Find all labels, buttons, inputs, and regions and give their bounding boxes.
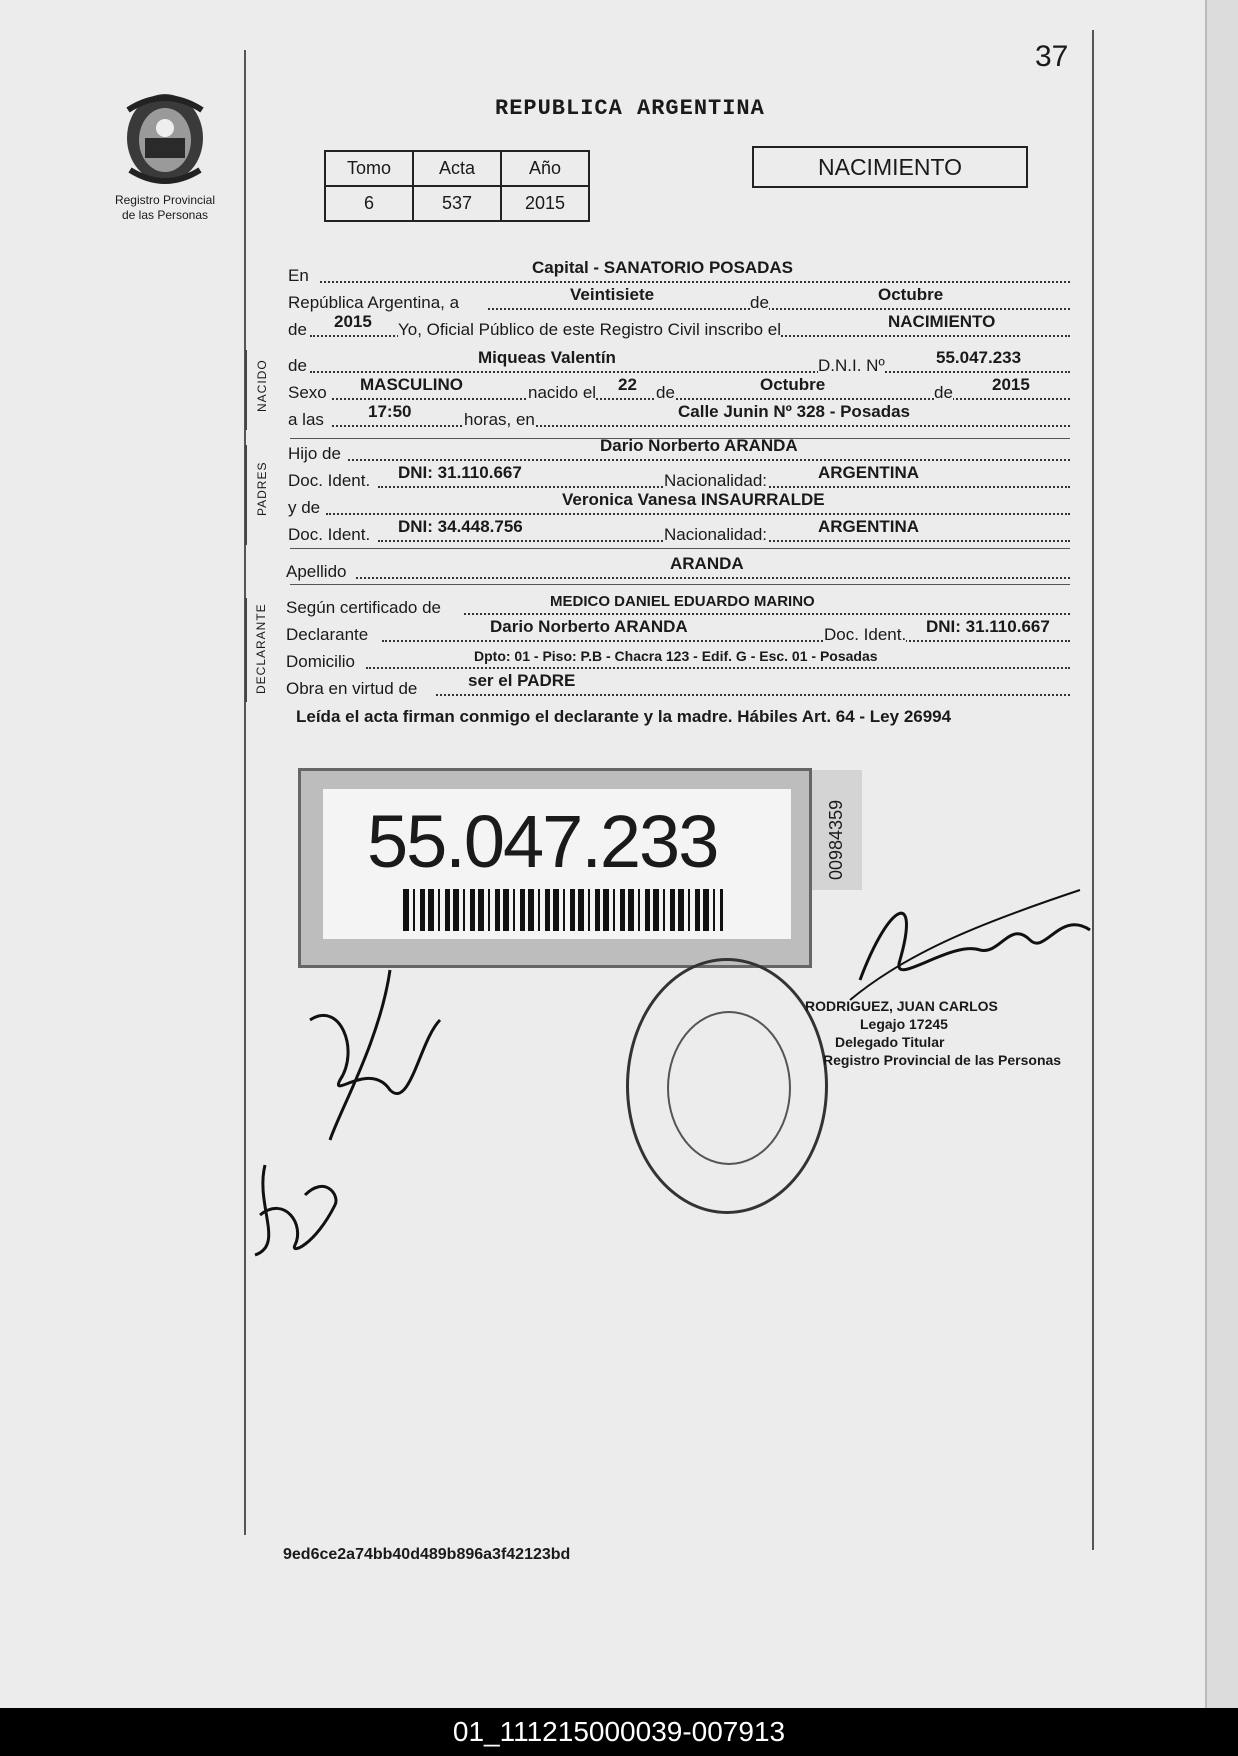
form-right-border	[1092, 30, 1094, 1550]
footer-id: 01_111215000039-007913	[0, 1708, 1238, 1756]
barcode-icon	[403, 889, 723, 931]
label-declarante-doc: Doc. Ident.	[824, 625, 907, 644]
sticker-dni-number: 55.047.233	[367, 800, 718, 883]
label-sexo: Sexo	[288, 383, 327, 402]
row-father	[288, 438, 1070, 464]
section-nacido: NACIDO	[255, 359, 269, 412]
value-sexo: MASCULINO	[360, 375, 463, 394]
row-domicilio	[288, 646, 1070, 672]
label-horas-en: horas, en	[464, 410, 535, 429]
value-birth-day: 22	[618, 375, 637, 394]
declarante-signature-icon	[300, 960, 450, 1150]
label-mother-nat: Nacionalidad:	[664, 525, 768, 544]
section-padres: PADRES	[255, 461, 269, 516]
row-certificado	[288, 592, 1070, 618]
value-birth-place: Calle Junin Nº 328 - Posadas	[678, 402, 911, 421]
padres-divider	[245, 445, 247, 545]
row-declarante	[288, 619, 1070, 645]
value-declarante-doc: DNI: 31.110.667	[926, 617, 1050, 636]
label-declarante: Declarante	[286, 625, 369, 644]
value-birth-month: Octubre	[760, 375, 826, 394]
value-mother-doc: DNI: 34.448.756	[398, 517, 523, 536]
value-domicilio: Dpto: 01 - Piso: P.B - Chacra 123 - Edif. G - Esc. 01 - Posadas	[474, 648, 878, 664]
registry-value-ano: 2015	[501, 186, 589, 221]
value-year: 2015	[334, 312, 372, 331]
value-apellido: ARANDA	[670, 554, 744, 573]
row-nacido-name	[288, 350, 1070, 376]
value-obra: ser el PADRE	[468, 671, 576, 690]
value-mother-name: Veronica Vanesa INSAURRALDE	[562, 490, 825, 509]
value-father-nat: ARGENTINA	[818, 463, 920, 482]
row-time-place	[288, 404, 1070, 430]
official-seal-icon	[626, 958, 828, 1214]
value-child-dni: 55.047.233	[936, 348, 1022, 367]
document-hash: 9ed6ce2a74bb40d489b896a3f42123bd	[283, 1546, 571, 1563]
registry-value-acta: 537	[413, 186, 501, 221]
row-mother	[288, 492, 1070, 518]
form-left-border	[244, 50, 246, 1535]
coat-of-arms-icon	[120, 88, 210, 188]
label-de-name: de	[288, 356, 307, 375]
row-obra	[288, 673, 1070, 699]
row-en	[288, 260, 1070, 286]
value-father-doc: DNI: 31.110.667	[398, 463, 522, 482]
section-declarante: DECLARANTE	[254, 603, 268, 694]
registry-table	[324, 150, 590, 222]
label-certificado: Según certificado de	[286, 598, 441, 617]
value-birth-time: 17:50	[368, 402, 412, 421]
label-yo: Yo, Oficial Público de este Registro Civil inscribo el	[398, 320, 781, 339]
logo-caption-line-1: Registro Provincial	[114, 193, 216, 207]
label-hijo-de: Hijo de	[288, 444, 341, 463]
value-child-name: Miqueas Valentín	[478, 348, 616, 367]
value-month: Octubre	[878, 285, 944, 304]
label-father-doc: Doc. Ident.	[288, 471, 371, 490]
page-number: 37	[1035, 40, 1069, 73]
official-legajo: Legajo 17245	[860, 1016, 948, 1032]
label-domicilio: Domicilio	[286, 652, 355, 671]
label-father-nat: Nacionalidad:	[664, 471, 768, 490]
sticker-serial: 00984359	[826, 799, 846, 880]
label-de-month: de	[656, 383, 675, 402]
registry-header-tomo: Tomo	[325, 151, 413, 186]
value-en: Capital - SANATORIO POSADAS	[532, 258, 794, 277]
row-sexo	[288, 377, 1070, 403]
provincial-logo	[110, 88, 220, 223]
registry-value-tomo: 6	[325, 186, 413, 221]
registry-header-acta: Acta	[413, 151, 501, 186]
value-father-name: Dario Norberto ARANDA	[600, 436, 798, 455]
registry-header-ano: Año	[501, 151, 589, 186]
label-nacido-el: nacido el	[528, 383, 597, 402]
value-certificado: MEDICO DANIEL EDUARDO MARINO	[550, 593, 815, 610]
label-de-birth-year: de	[934, 383, 953, 402]
label-obra: Obra en virtud de	[286, 679, 418, 698]
row-apellido	[288, 556, 1070, 582]
label-a-las: a las	[288, 410, 324, 429]
row-year	[288, 314, 1070, 340]
declarante-divider	[245, 598, 247, 702]
label-y-de: y de	[288, 498, 321, 517]
official-office: Registro Provincial de las Personas	[823, 1052, 1062, 1068]
nacido-divider	[245, 350, 247, 430]
dni-sticker	[298, 768, 812, 968]
label-apellido: Apellido	[286, 562, 347, 581]
label-de-year: de	[288, 320, 307, 339]
legal-text: Leída el acta firman conmigo el declarante y la madre. Hábiles Art. 64 - Ley 26994	[296, 707, 952, 726]
label-en: En	[288, 266, 309, 285]
label-dni: D.N.I. Nº	[818, 356, 885, 375]
label-republica: República Argentina, a	[288, 293, 460, 312]
label-de: de	[750, 293, 769, 312]
official-name: RODRIGUEZ, JUAN CARLOS	[805, 998, 998, 1014]
document-title: REPUBLICA ARGENTINA	[495, 96, 765, 121]
row-father-doc	[288, 465, 1070, 491]
official-role: Delegado Titular	[835, 1034, 945, 1050]
row-mother-doc	[288, 519, 1070, 545]
official-signature-icon	[830, 880, 1100, 1020]
underlying-page-edge	[1205, 0, 1238, 1708]
value-inscribe: NACIMIENTO	[888, 312, 996, 331]
mother-signature-icon	[245, 1155, 345, 1265]
record-type-box: NACIMIENTO	[752, 146, 1028, 188]
value-birth-year: 2015	[992, 375, 1030, 394]
label-mother-doc: Doc. Ident.	[288, 525, 371, 544]
value-mother-nat: ARGENTINA	[818, 517, 920, 536]
row-republica	[288, 287, 1070, 313]
value-day-word: Veintisiete	[570, 285, 655, 304]
logo-caption-line-2: de las Personas	[121, 208, 209, 222]
value-declarante-name: Dario Norberto ARANDA	[490, 617, 688, 636]
